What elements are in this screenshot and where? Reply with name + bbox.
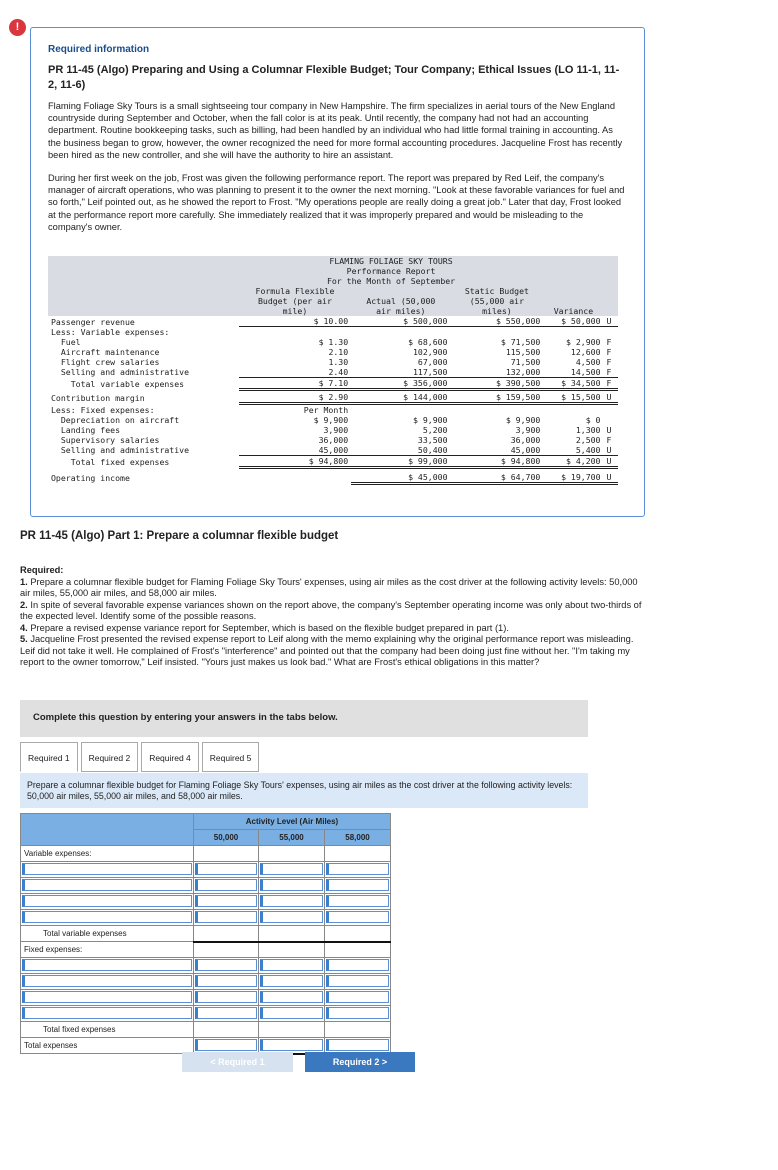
report-cell-label: Aircraft maintenance [51,346,160,357]
col-actual-header: Actual (50,000 [351,296,450,306]
report-cell-fu: F [606,356,612,367]
fixed-expense-50000-input[interactable] [195,1007,257,1019]
report-cell-f: 2.40 [239,367,351,378]
report-cell-fu: F [606,346,612,357]
report-cell-v: $ 34,500 [543,377,603,389]
context-paragraph: During her first week on the job, Frost was given the following performance report. The report was prepared by Red Leif, the company's manager of aircraft operations, who was planning to present it to the owner the next morning. "Look at these favorable variances for fuel and so forth," Leif pointed out, as he showed the report to Frost. "My operations people are really doing a great job." Later that day, Frost looked at the performance report more carefully. She immediately realized that it was improperly prepared and would be misleading to the company's owner. [48,173,625,232]
total-expenses-58000-input[interactable] [326,1039,389,1051]
report-cell-a: 117,500 [351,367,450,378]
variable-expense-50000-input[interactable] [195,863,257,875]
report-cell-fu: U [604,316,619,327]
report-cell-s: 3,900 [515,424,541,435]
report-cell-fu: F [604,377,619,389]
variable-expense-row [21,862,391,878]
report-cell-label: Selling and administrative [51,367,190,377]
required-list [20,565,645,669]
report-cell-v [543,403,603,415]
required-information-panel [30,27,645,517]
fixed-expense-55000-input[interactable] [260,1007,323,1019]
report-cell-a: $ 356,000 [351,377,450,389]
report-row [48,455,618,467]
report-row [48,403,618,415]
report-row [48,357,618,367]
report-cell-fu [604,415,619,425]
fixed-expenses-label: Fixed expenses: [21,942,194,958]
report-cell-label: Less: Fixed expenses: [51,404,155,415]
fixed-expense-row [21,958,391,974]
tab-prompt: Prepare a columnar flexible budget for Flaming Foliage Sky Tours' expenses, using air miles as the cost driver at the following activity levels: 50,000 air miles, 55,000 air miles, and 58,000 air miles. [20,773,588,808]
report-row [48,425,618,435]
report-cell-v: 2,500 [575,434,601,445]
performance-report-table [48,256,618,485]
report-cell-a: $ 68,600 [408,336,448,347]
report-cell-fu: F [604,367,619,378]
total-fixed-label: Total fixed expenses [21,1022,194,1038]
report-cell-fu: U [604,467,619,483]
tab-bar [20,742,259,772]
report-cell-f [239,467,351,483]
report-cell-s: $ 9,900 [505,414,541,425]
required-item [20,623,645,635]
report-cell-s: $ 159,500 [451,389,544,403]
col-55000: 55,000 [259,830,325,846]
report-row [48,467,618,483]
report-row [48,435,618,445]
report-cell-f: $ 9,900 [313,414,349,425]
report-cell-a [351,327,450,337]
report-row [48,377,618,389]
report-cell-s: $ 71,500 [500,336,541,347]
report-cell-s [451,403,544,415]
report-cell-label: Passenger revenue [51,316,135,327]
report-cell-f: Per Month [303,404,349,415]
variable-expense-name-input[interactable] [22,895,192,907]
report-cell-s: 71,500 [510,356,541,367]
report-cell-a: 33,500 [417,434,448,445]
report-cell-f: $ 94,800 [239,455,351,467]
total-expenses-55000-input[interactable] [260,1039,323,1051]
report-cell-v: 1,300 [575,424,601,435]
col-formula-header: Budget (per air [239,296,351,306]
report-cell-label: Less: Variable expenses: [51,326,170,337]
report-cell-a [351,403,450,415]
fixed-expense-name-input[interactable] [22,959,192,971]
report-row [48,347,618,357]
col-formula-header: Formula Flexible [239,286,351,296]
tab-required-4[interactable]: Required 4 [141,742,199,772]
intro-paragraph: Flaming Foliage Sky Tours is a small sightseeing tour company in New Hampshire. The firm specializes in aerial tours of the New England countryside during September and October, when the fall color is at its peak. Until recently, the company had not had an accounting department. Routine bookkeeping tasks, such as billing, had been handled by an individual who had little formal training in accounting. As the business began to grow, however, the owner recognized the need for more formal accounting procedures. Jacqueline Frost has recently been hired as the new controller, and she will have the authority to hire an assistant. [48,101,623,160]
report-cell-f [239,327,351,337]
prev-required-1-button[interactable]: < Required 1 [182,1052,293,1072]
report-cell-fu [604,327,619,337]
part-heading: PR 11-45 (Algo) Part 1: Prepare a columnar flexible budget [20,530,339,542]
report-cell-v: 14,500 [543,367,603,378]
item-number: 4. [20,622,28,633]
variable-expense-50000-input[interactable] [195,879,257,891]
required-item [20,577,645,600]
report-cell-label: Contribution margin [51,393,145,403]
report-row [48,389,618,403]
report-cell-f: $ 7.10 [239,377,351,389]
fixed-expense-55000-input[interactable] [260,959,323,971]
variable-expense-58000-input[interactable] [326,879,389,891]
report-cell-s: $ 64,700 [451,467,544,483]
total-expenses-50000-input[interactable] [195,1039,257,1051]
report-cell-f: 2.10 [328,346,349,357]
item-number: 2. [20,599,28,610]
col-static-header: (55,000 air [451,296,544,306]
report-row [48,367,618,378]
fixed-expense-name-input[interactable] [22,991,192,1003]
report-cell-a: $ 9,900 [412,414,448,425]
alert-icon: ! [9,19,26,36]
report-cell-f: $ 1.30 [318,336,349,347]
report-cell-a: $ 144,000 [351,389,450,403]
report-cell-label: Depreciation on aircraft [51,414,180,425]
report-cell-s: 132,000 [451,367,544,378]
variable-expense-row [21,894,391,910]
report-cell-a: 5,200 [422,424,448,435]
report-row [48,445,618,456]
report-cell-v: $ 4,200 [543,455,603,467]
report-cell-a: $ 500,000 [351,316,450,327]
report-cell-v: $ 15,500 [543,389,603,403]
tab-required-2[interactable]: Required 2 [81,742,139,772]
fixed-expense-name-input[interactable] [22,1007,192,1019]
item-text: Prepare a columnar flexible budget for Flaming Foliage Sky Tours' expenses, using air miles as the cost driver at the following activity levels: 50,000 air miles, 55,000 air miles, and 58,000 air miles. [20,576,638,598]
activity-level-header: Activity Level (Air Miles) [194,814,391,830]
fixed-expense-name-input[interactable] [22,975,192,987]
next-required-2-button[interactable]: Required 2 > [305,1052,415,1072]
item-text: Jacqueline Frost presented the revised expense report to Leif along with the memo explaining why the original performance report was misleading. Leif did not take it well. He complained of Frost's "interference" and pointed out that the company had been doing just fine without her. "I'm taking my report to the owner tomorrow," Leif insisted. "Yours just makes us look bad." What are Frost's ethical obligations in this matter? [20,634,634,667]
variable-expense-name-input[interactable] [22,911,192,923]
report-cell-v: $ 19,700 [543,467,603,483]
fixed-expense-58000-input[interactable] [326,975,389,987]
variable-expense-row [21,878,391,894]
report-cell-v: $ 0 [585,414,601,425]
fixed-expense-55000-input[interactable] [260,975,323,987]
variable-expense-58000-input[interactable] [326,863,389,875]
required-item [20,634,645,669]
report-row [48,327,618,337]
report-cell-fu: F [606,336,612,347]
problem-title: PR 11-45 (Algo) Preparing and Using a Columnar Flexible Budget; Tour Company; Ethical Issues (LO 11-1, 11-2, 11-6) [48,64,620,91]
report-cell-a: $ 45,000 [351,467,450,483]
col-50000: 50,000 [194,830,259,846]
variable-expense-55000-input[interactable] [260,911,323,923]
item-number: 1. [20,576,28,587]
tab-required-1[interactable]: Required 1 [20,742,78,772]
col-58000: 58,000 [325,830,391,846]
report-cell-a: 50,400 [351,445,450,456]
report-cell-label: Selling and administrative [51,445,190,455]
report-cell-v: 4,500 [575,356,601,367]
report-cell-s: 36,000 [510,434,541,445]
report-cell-f: $ 10.00 [239,316,351,327]
required-info-heading: Required information [48,44,150,55]
report-cell-f: 45,000 [239,445,351,456]
variable-expenses-label: Variable expenses: [21,846,194,862]
variable-expense-50000-input[interactable] [195,911,257,923]
item-text: In spite of several favorable expense variances shown on the report above, the company's September operating income was only about two-thirds of the expected level. Identify some of the possible reasons. [20,599,642,621]
fixed-expense-50000-input[interactable] [195,959,257,971]
report-cell-fu: U [604,389,619,403]
total-expenses-label: Total expenses [21,1038,194,1054]
report-cell-s: $ 390,500 [451,377,544,389]
required-label: Required: [20,565,64,575]
report-title: FLAMING FOLIAGE SKY TOURS [239,256,544,266]
report-cell-label: Operating income [51,473,130,483]
report-cell-s [451,327,544,337]
report-cell-s: $ 94,800 [451,455,544,467]
required-item [20,600,645,623]
col-actual-header: air miles) [351,306,450,316]
report-cell-label: Total fixed expenses [51,457,170,467]
report-cell-f: $ 2.90 [239,389,351,403]
fixed-expense-55000-input[interactable] [260,991,323,1003]
fixed-expense-58000-input[interactable] [326,991,389,1003]
report-cell-s: 45,000 [451,445,544,456]
fixed-expense-row [21,1006,391,1022]
variable-expense-58000-input[interactable] [326,911,389,923]
variable-expense-name-input[interactable] [22,879,192,891]
total-variable-label: Total variable expenses [21,926,194,942]
report-cell-v [543,327,603,337]
report-cell-f: 36,000 [318,434,349,445]
fixed-expense-row [21,990,391,1006]
variable-expense-55000-input[interactable] [260,895,323,907]
variable-expense-58000-input[interactable] [326,895,389,907]
report-cell-label: Fuel [51,336,81,347]
variable-expense-row [21,910,391,926]
variable-expense-55000-input[interactable] [260,863,323,875]
report-cell-v: $ 50,000 [543,316,603,327]
report-cell-fu: U [604,445,619,456]
col-static-header: Static Budget [451,286,544,296]
item-number: 5. [20,634,28,644]
variable-expense-50000-input[interactable] [195,895,257,907]
report-cell-a: 67,000 [417,356,448,367]
report-cell-label: Total variable expenses [51,379,185,389]
report-cell-f: 1.30 [328,356,349,367]
report-cell-label: Flight crew salaries [51,356,160,367]
report-period: For the Month of September [239,276,544,286]
report-row [48,337,618,347]
report-cell-fu: U [604,455,619,467]
report-cell-v: 5,400 [543,445,603,456]
variable-expense-name-input[interactable] [22,863,192,875]
col-variance-header: Variance [543,306,603,316]
fixed-expense-50000-input[interactable] [195,991,257,1003]
report-cell-s: 115,500 [505,346,541,357]
fixed-expense-58000-input[interactable] [326,1007,389,1019]
item-text: Prepare a revised expense variance report for September, which is based on the flexible budget prepared in part (1). [30,622,509,633]
flexible-budget-table [20,813,391,1055]
tab-required-5[interactable]: Required 5 [202,742,260,772]
report-cell-fu: F [606,434,612,445]
col-static-header: miles) [451,306,544,316]
report-cell-f: 3,900 [323,424,349,435]
report-subtitle: Performance Report [239,266,544,276]
report-cell-v: 12,600 [570,346,601,357]
fixed-expense-row [21,974,391,990]
report-row [48,415,618,425]
report-cell-label: Supervisory salaries [51,434,160,445]
report-cell-fu [604,403,619,415]
fixed-expense-58000-input[interactable] [326,959,389,971]
report-cell-label: Landing fees [51,424,121,435]
report-cell-v: $ 2,900 [565,336,601,347]
report-cell-s: $ 550,000 [451,316,544,327]
report-row [48,316,618,327]
report-cell-fu: U [606,424,612,435]
variable-expense-55000-input[interactable] [260,879,323,891]
fixed-expense-50000-input[interactable] [195,975,257,987]
report-cell-a: $ 99,000 [351,455,450,467]
col-formula-header: mile) [239,306,351,316]
report-cell-a: 102,900 [412,346,448,357]
instructions-banner: Complete this question by entering your answers in the tabs below. [20,700,588,737]
